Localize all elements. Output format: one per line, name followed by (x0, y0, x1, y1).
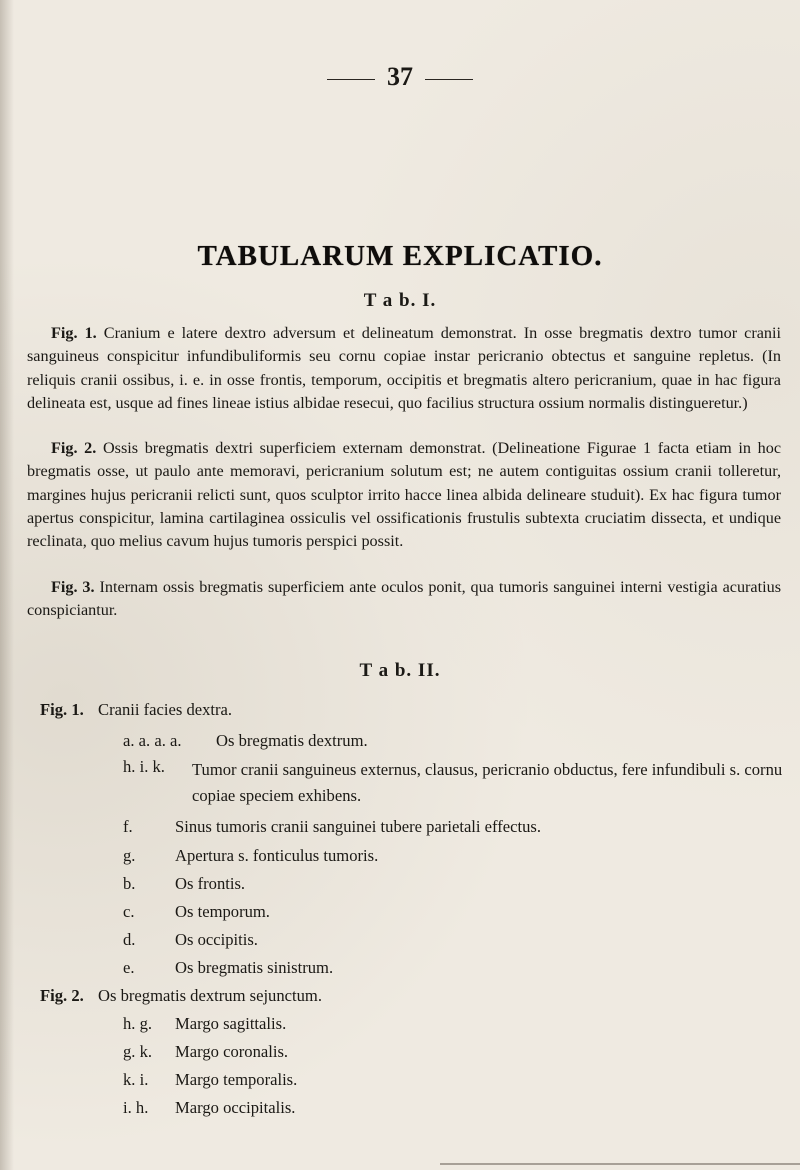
tab1-fig1-paragraph (27, 322, 781, 415)
legend-text: Os bregmatis dextrum. (216, 731, 368, 750)
legend-key: i. h. (123, 1098, 149, 1117)
legend-text: Os bregmatis sinistrum. (175, 958, 334, 977)
bottom-edge-line (440, 1163, 800, 1165)
tab2-fig2-label: Fig. 2. (40, 986, 84, 1005)
legend-key: b. (123, 874, 136, 893)
legend-text: Apertura s. fonticulus tumoris. (175, 846, 379, 865)
legend-key: f. (123, 817, 133, 836)
header-rule-right (425, 79, 473, 80)
legend-text: Margo temporalis. (175, 1070, 298, 1089)
tab1-heading: T a b. I. (363, 290, 437, 311)
tab2-heading: T a b. II. (359, 660, 441, 681)
legend-key: h. i. k. (123, 757, 165, 776)
legend-key: e. (123, 958, 135, 977)
legend-text: Margo occipitalis. (175, 1098, 296, 1117)
legend-key: c. (123, 902, 135, 921)
tab1-fig3-paragraph (27, 576, 781, 623)
page-number: 37 (387, 62, 413, 91)
legend-text: Os temporum. (175, 902, 270, 921)
legend-key: k. i. (123, 1070, 149, 1089)
tab2-fig1-label: Fig. 1. (40, 700, 84, 719)
legend-key: a. a. a. a. (123, 731, 182, 750)
tab2-fig2-title: Os bregmatis dextrum sejunctum. (98, 986, 322, 1005)
page-edge-shadow (0, 0, 14, 1170)
legend-key: h. g. (123, 1014, 153, 1033)
tab1-fig3-text: Internam ossis bregmatis superficiem ante oculos ponit, qua tumoris sanguinei interni vestigia acuratius conspiciantur. (27, 578, 781, 620)
page-title: TABULARUM EXPLICATIO. (197, 240, 603, 272)
tab1-fig2-label: Fig. 2. (51, 439, 97, 457)
legend-text: Os frontis. (175, 874, 246, 893)
legend-text: Os occipitis. (175, 930, 258, 949)
tab1-fig1-label: Fig. 1. (51, 324, 97, 342)
tab1-fig3-label: Fig. 3. (51, 578, 95, 596)
tab1-fig1-text: Cranium e latere dextro adversum et delineatum demonstrat. In osse bregmatis dextro tumor cranii sanguineus conspicitur infundibuliformis seu cornu copiae instar pericranio obtectus et sanguine repletus. (In reliquis cranii ossibus, i. e. in osse frontis, temporum, occipitis et bregmatis altero pericranium, quae in hac figura delineata est, usque ad fines lineae istius albidae resecui, quo facilius structura ossium normalis distingueretur.) (27, 324, 782, 412)
legend-text: Margo sagittalis. (175, 1014, 287, 1033)
legend-key: g. k. (123, 1042, 153, 1061)
legend-text: Tumor cranii sanguineus externus, clausus, pericranio obductus, fere infundibuli s. cornu copiae speciem exhibens. (192, 760, 783, 805)
legend-key: d. (123, 930, 136, 949)
legend-text: Sinus tumoris cranii sanguinei tubere parietali effectus. (175, 817, 542, 836)
page-header (0, 62, 800, 92)
tab2-fig1-title: Cranii facies dextra. (98, 700, 233, 719)
tab1-fig2-paragraph (27, 437, 781, 553)
legend-key: g. (123, 846, 136, 865)
tab1-fig2-text: Ossis bregmatis dextri superficiem externam demonstrat. (Delineatione Figurae 1 facta etiam in hoc bregmatis osse, ut paulo ante memoravi, pericranium solutum est; ne autem contiguitas ossium cranii tolleretur, margines hujus pericranii relicti sunt, quos sculptor irrito hacce linea albida delineare studuit). Ex hac figura tumor apertus conspicitur, lamina cartilaginea ossiculis vel ossificationis frustulis subtexta cruciatim dissecta, et undique reclinata, quo melius cavum hujus tumoris perspici possit. (27, 439, 782, 551)
legend-text: Margo coronalis. (175, 1042, 289, 1061)
header-rule-left (327, 79, 375, 80)
